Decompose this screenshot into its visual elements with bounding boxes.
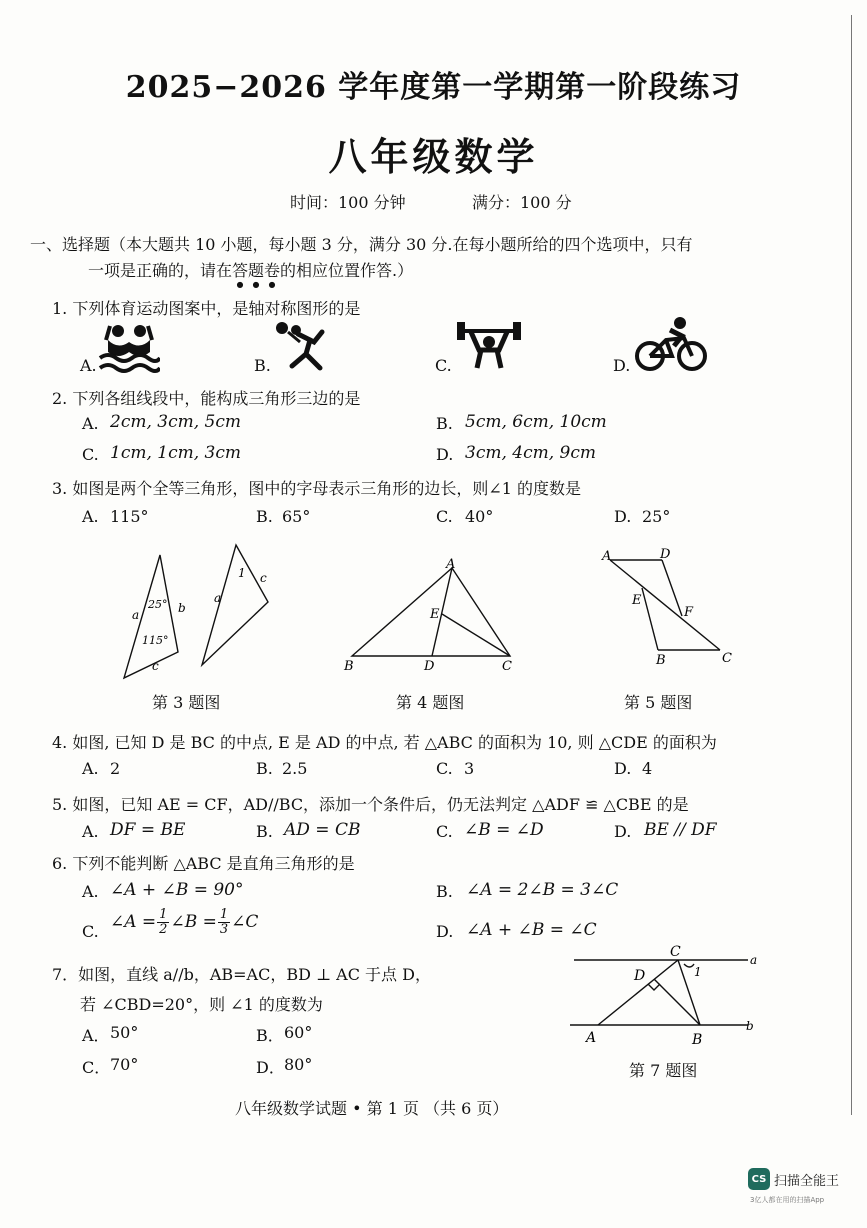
q2-option-d-text: 3cm, 4cm, 9cm bbox=[465, 443, 596, 463]
svg-text:B: B bbox=[344, 659, 354, 674]
figure-3-triangles bbox=[110, 540, 280, 685]
q1-option-d-label: D. bbox=[613, 356, 631, 375]
svg-text:b: b bbox=[746, 1019, 754, 1033]
svg-text:A: A bbox=[602, 549, 612, 564]
q2-option-a-text: 2cm, 3cm, 5cm bbox=[110, 412, 241, 432]
q3-option-d-text: 25° bbox=[642, 507, 671, 526]
question-7-stem-line1: 7．如图，直线 a//b，AB=AC，BD ⊥ AC 于点 D， bbox=[52, 965, 431, 984]
svg-text:a: a bbox=[132, 608, 140, 622]
exam-title: 2025−2026 学年度第一学期第一阶段练习 bbox=[125, 70, 742, 105]
figure-7-parallel-lines bbox=[566, 942, 766, 1052]
q1-option-b-label: B. bbox=[254, 356, 271, 375]
svg-text:C: C bbox=[502, 659, 512, 674]
figure-5-parallelogram bbox=[596, 544, 742, 669]
q4-option-c-text: 3 bbox=[464, 759, 475, 778]
svg-text:a: a bbox=[750, 953, 758, 967]
q7-option-d-label: D． bbox=[256, 1058, 285, 1077]
svg-text:D: D bbox=[634, 968, 646, 984]
question-1-stem: 1. 下列体育运动图案中，是轴对称图形的是 bbox=[52, 299, 361, 318]
figure-4-triangle bbox=[338, 556, 528, 676]
q5-option-a-text: DF = BE bbox=[110, 820, 186, 840]
exam-subject: 八年级数学 bbox=[328, 134, 539, 179]
svg-text:E: E bbox=[632, 593, 642, 608]
question-5-stem: 5. 如图，已知 AE = CF，AD//BC，添加一个条件后，仍无法判定 △ADF ≌ △CBE 的是 bbox=[52, 795, 689, 814]
q6-option-b-text: ∠A = 2∠B = 3∠C bbox=[466, 880, 619, 900]
q1-option-a-label: A. bbox=[80, 356, 97, 375]
table-tennis-icon bbox=[270, 320, 334, 372]
svg-text:b: b bbox=[178, 601, 186, 615]
q4-option-a-text: 2 bbox=[110, 759, 121, 778]
q5-option-c-label: C. bbox=[436, 822, 453, 841]
svg-text:a: a bbox=[214, 591, 222, 605]
dotted-emphasis: 答题卷 bbox=[232, 261, 281, 280]
svg-text:C: C bbox=[722, 651, 732, 666]
camscanner-logo-icon: CS bbox=[748, 1168, 770, 1190]
q6-option-c-label: C. bbox=[82, 922, 99, 941]
svg-text:c: c bbox=[260, 571, 267, 585]
figure-5-caption: 第 5 题图 bbox=[624, 693, 693, 712]
q7-option-d-text: 80° bbox=[284, 1055, 313, 1074]
svg-text:115°: 115° bbox=[142, 634, 169, 647]
svg-text:1: 1 bbox=[694, 965, 702, 979]
exam-time: 时间：100 分钟 bbox=[290, 193, 406, 212]
q3-option-b-label: B. bbox=[256, 507, 273, 526]
svg-text:A: A bbox=[586, 1030, 597, 1046]
q3-option-a-label: A. bbox=[82, 507, 99, 526]
q7-option-a-label: A． bbox=[82, 1026, 110, 1045]
svg-text:c: c bbox=[152, 659, 159, 673]
svg-text:25°: 25° bbox=[148, 598, 168, 611]
q3-option-b-text: 65° bbox=[282, 507, 311, 526]
q5-option-d-label: D. bbox=[614, 822, 632, 841]
q6-option-a-text: ∠A + ∠B = 90° bbox=[110, 880, 244, 900]
q6-option-d-label: D. bbox=[436, 922, 454, 941]
q5-option-b-label: B. bbox=[256, 822, 273, 841]
q6-option-d-text: ∠A + ∠B = ∠C bbox=[466, 920, 597, 940]
q4-option-c-label: C. bbox=[436, 759, 453, 778]
q4-option-d-text: 4 bbox=[642, 759, 653, 778]
q2-option-c-text: 1cm, 1cm, 3cm bbox=[110, 443, 241, 463]
page-footer: 八年级数学试题 • 第 1 页 （共 6 页） bbox=[235, 1099, 509, 1118]
q3-option-c-label: C. bbox=[436, 507, 453, 526]
exam-score: 满分：100 分 bbox=[472, 193, 572, 212]
question-6-stem: 6. 下列不能判断 △ABC 是直角三角形的是 bbox=[52, 854, 355, 873]
swimmers-icon bbox=[98, 322, 160, 374]
q6-option-c-expr: ∠A = $\frac{1}{2}$ ∠B = $\frac{1}{3}$ ∠C bbox=[110, 907, 259, 937]
svg-text:A: A bbox=[446, 557, 456, 572]
section-heading-line1: 一、选择题（本大题共 10 小题，每小题 3 分，满分 30 分.在每小题所给的四个选项中，只有 bbox=[30, 235, 693, 254]
svg-text:1: 1 bbox=[238, 566, 246, 580]
q1-option-c-label: C. bbox=[435, 356, 452, 375]
q3-option-d-label: D. bbox=[614, 507, 632, 526]
svg-text:B: B bbox=[656, 653, 666, 668]
q5-option-d-text: BE // DF bbox=[644, 820, 717, 840]
q5-option-b-text: AD = CB bbox=[284, 820, 361, 840]
question-2-stem: 2. 下列各组线段中，能构成三角形三边的是 bbox=[52, 389, 361, 408]
svg-text:F: F bbox=[684, 605, 694, 620]
q7-option-a-text: 50° bbox=[110, 1023, 139, 1042]
weightlifter-icon bbox=[455, 318, 523, 372]
q4-option-a-label: A. bbox=[82, 759, 99, 778]
q7-option-b-label: B． bbox=[256, 1026, 284, 1045]
svg-text:B: B bbox=[692, 1032, 703, 1048]
q2-option-c-label: C. bbox=[82, 445, 99, 464]
fraction-one-half: $\frac{1}{2}$ bbox=[159, 907, 168, 937]
q4-option-d-label: D. bbox=[614, 759, 632, 778]
q2-option-a-label: A. bbox=[82, 414, 99, 433]
q7-option-c-text: 70° bbox=[110, 1055, 139, 1074]
q2-option-d-label: D. bbox=[436, 445, 454, 464]
q2-option-b-text: 5cm, 6cm, 10cm bbox=[465, 412, 607, 432]
q3-option-c-text: 40° bbox=[465, 507, 494, 526]
figure-4-caption: 第 4 题图 bbox=[396, 693, 465, 712]
camscanner-tagline: 3亿人都在用的扫描App bbox=[750, 1196, 825, 1204]
section-heading-line2: 一项是正确的，请在答题卷的相应位置作答.） bbox=[88, 261, 414, 280]
q5-option-c-text: ∠B = ∠D bbox=[464, 820, 544, 840]
q7-option-c-label: C． bbox=[82, 1058, 111, 1077]
q2-option-b-label: B. bbox=[436, 414, 453, 433]
camscanner-brand: 扫描全能王 bbox=[774, 1174, 840, 1189]
figure-7-caption: 第 7 题图 bbox=[629, 1061, 698, 1080]
q4-option-b-label: B. bbox=[256, 759, 273, 778]
figure-3-caption: 第 3 题图 bbox=[152, 693, 221, 712]
q6-option-a-label: A. bbox=[82, 882, 99, 901]
svg-text:E: E bbox=[430, 607, 440, 622]
q3-option-a-text: 115° bbox=[110, 507, 149, 526]
question-7-stem-line2: 若 ∠CBD=20°，则 ∠1 的度数为 bbox=[80, 995, 323, 1014]
cyclist-icon bbox=[634, 316, 708, 374]
question-3-stem: 3. 如图是两个全等三角形，图中的字母表示三角形的边长，则∠1 的度数是 bbox=[52, 479, 582, 498]
q5-option-a-label: A. bbox=[82, 822, 99, 841]
q6-option-b-label: B. bbox=[436, 882, 453, 901]
svg-text:D: D bbox=[660, 547, 671, 562]
q7-option-b-text: 60° bbox=[284, 1023, 313, 1042]
svg-text:D: D bbox=[424, 659, 435, 674]
question-4-stem: 4. 如图, 已知 D 是 BC 的中点, E 是 AD 的中点, 若 △ABC 的面积为 10, 则 △CDE 的面积为 bbox=[52, 733, 717, 752]
q4-option-b-text: 2.5 bbox=[282, 759, 308, 778]
svg-text:C: C bbox=[670, 944, 681, 960]
fraction-one-third: $\frac{1}{3}$ bbox=[219, 907, 229, 937]
